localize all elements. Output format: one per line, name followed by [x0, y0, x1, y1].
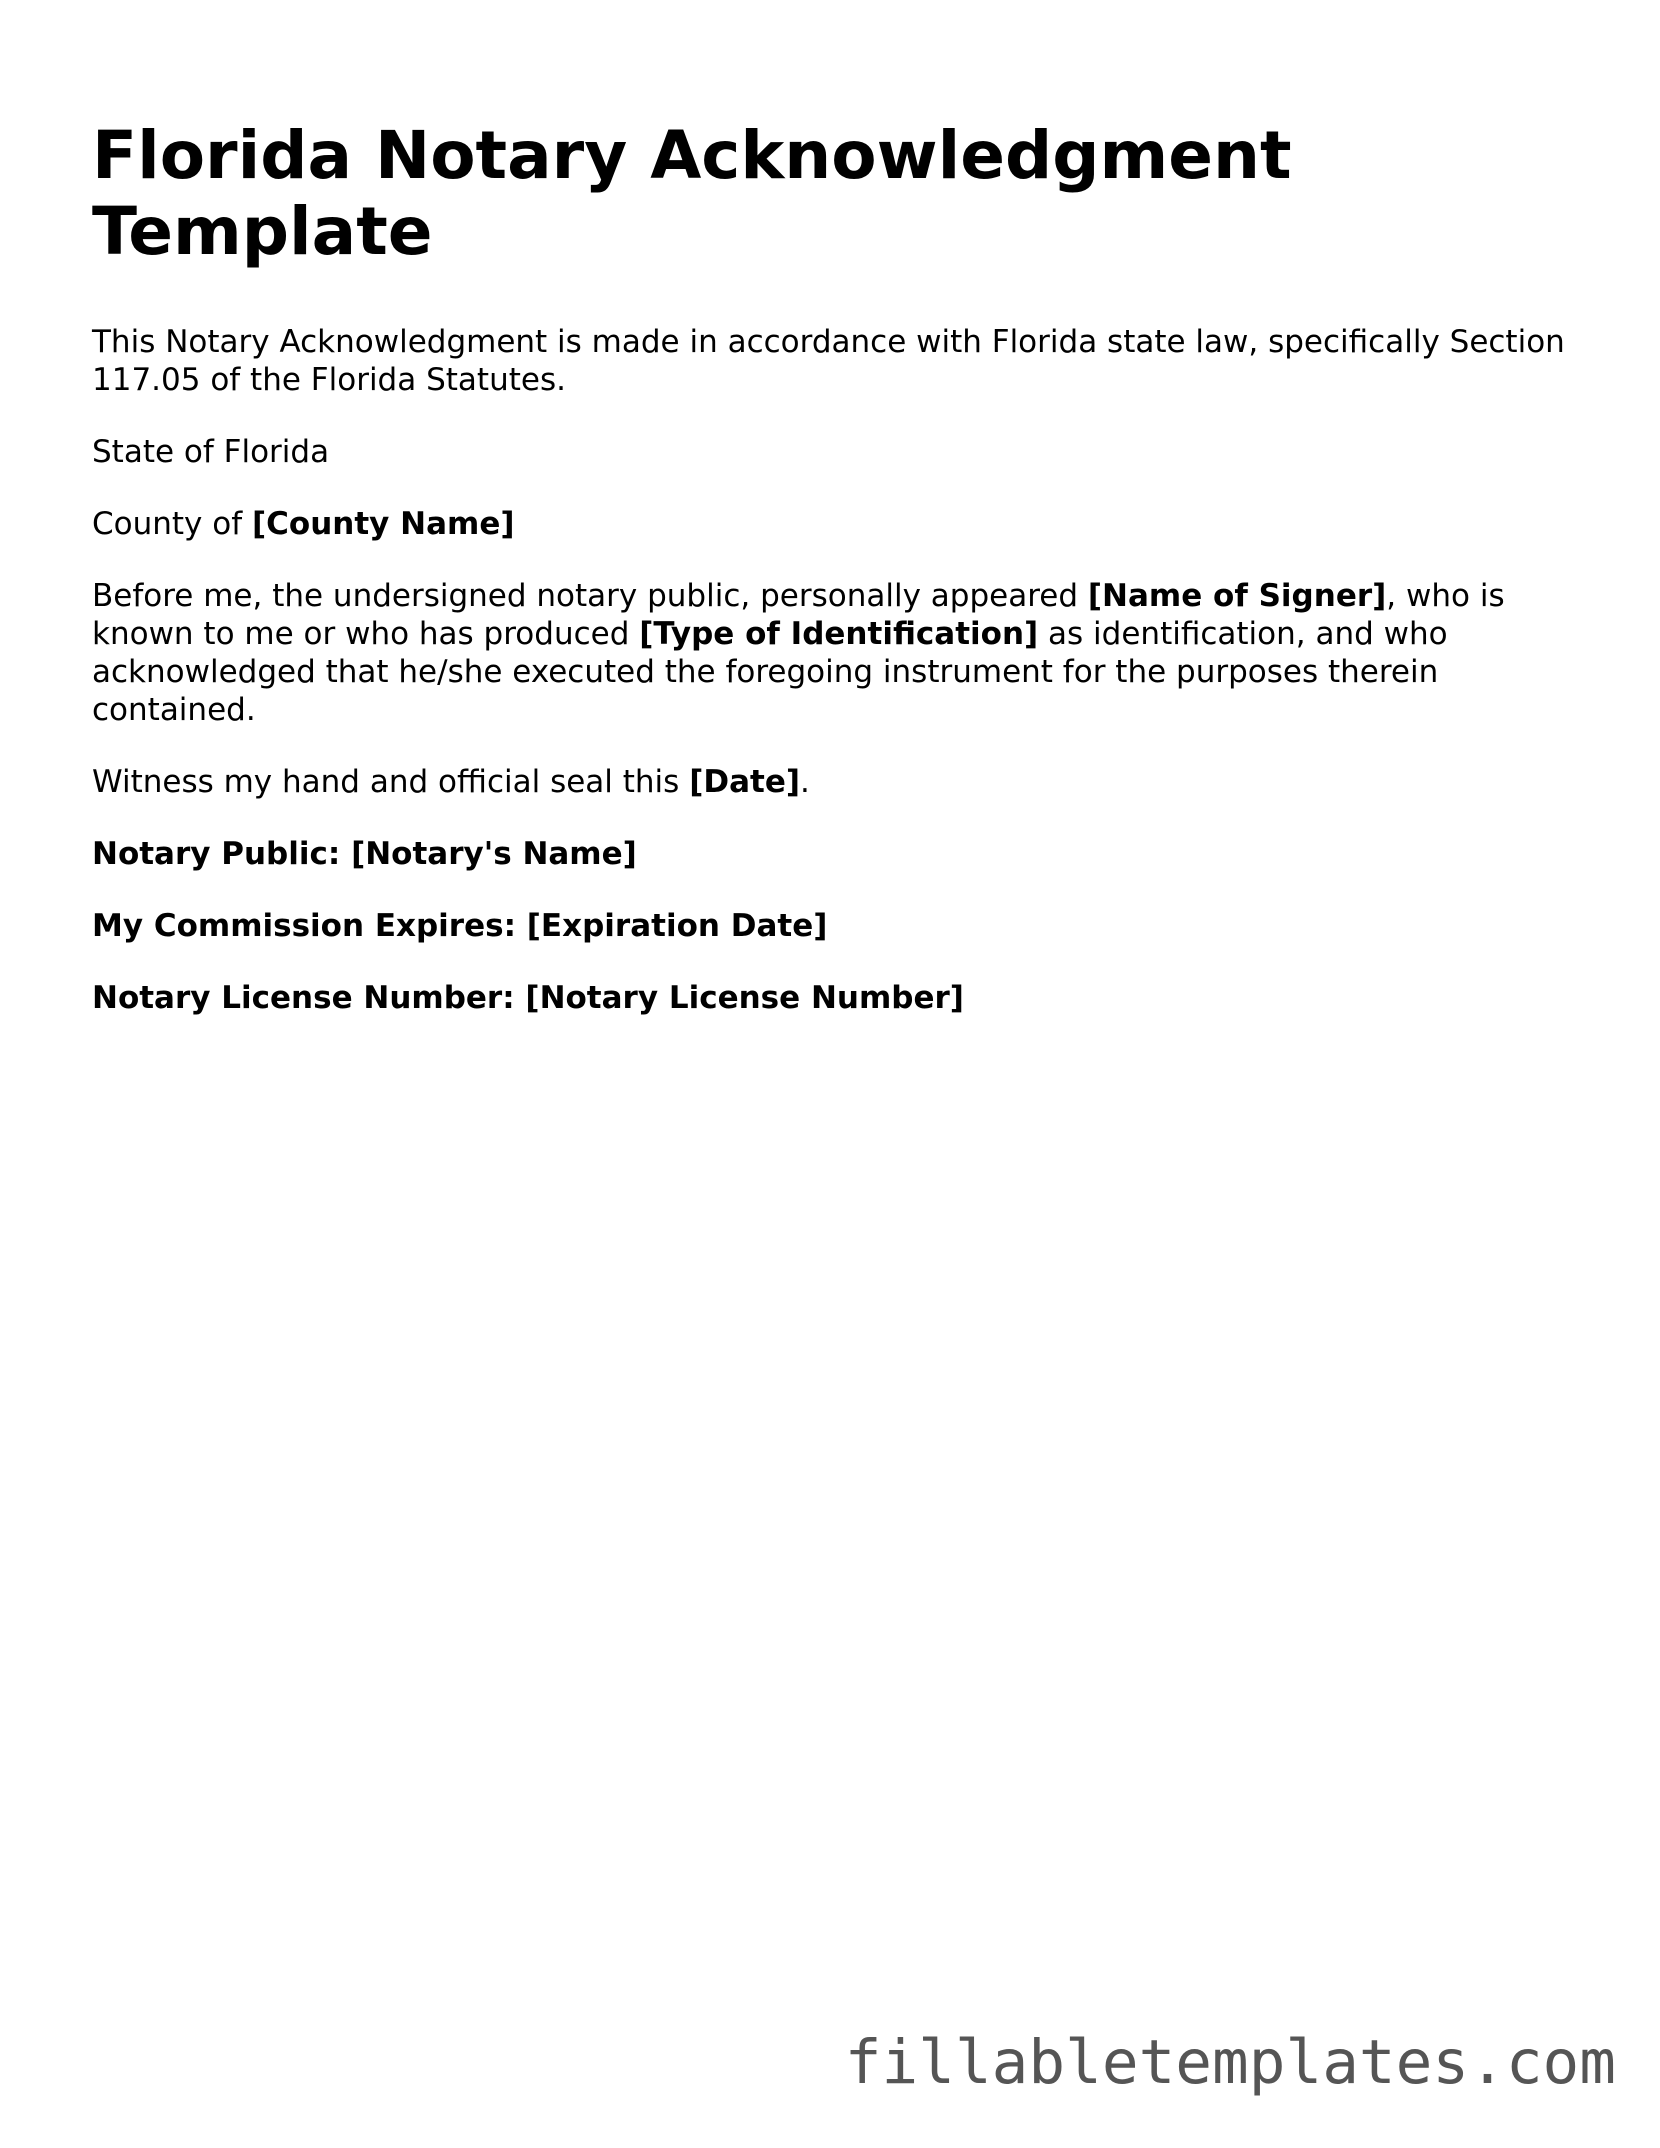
appearance-paragraph: [92, 577, 1572, 729]
county-prefix: County of: [92, 506, 252, 542]
witness-prefix: Witness my hand and official seal this: [92, 764, 690, 800]
notary-public-text: Notary Public: [Notary's Name]: [92, 836, 637, 872]
signer-placeholder: [Name of Signer]: [1087, 578, 1387, 614]
license-number-line: [92, 979, 1572, 1017]
identification-placeholder: [Type of Identification]: [639, 616, 1039, 652]
witness-suffix: .: [800, 764, 810, 800]
state-line: State of Florida: [92, 434, 330, 470]
footer-watermark: fillabletemplates.com: [844, 2027, 1616, 2098]
county-line: [92, 505, 1572, 543]
appearance-text-3: as identification, and who acknowledged that he/she executed the foregoing instrument for the purposes therein contained.: [92, 616, 1448, 728]
commission-expires-text: My Commission Expires: [Expiration Date]: [92, 908, 828, 944]
document-page: [92, 118, 1572, 1017]
date-placeholder: [Date]: [689, 764, 801, 800]
witness-line: [92, 763, 1572, 801]
appearance-text-2: , who is known to me or who has produced: [92, 578, 1505, 652]
document-title: Florida Notary Acknowledgment Template: [92, 117, 1292, 270]
commission-expires-line: [92, 907, 1572, 945]
intro-paragraph: This Notary Acknowledgment is made in accordance with Florida state law, specifically Section 117.05 of the Florida Statutes.: [92, 324, 1565, 398]
notary-public-line: [92, 835, 1572, 873]
license-number-text: Notary License Number: [Notary License Number]: [92, 980, 964, 1016]
appearance-text-1: Before me, the undersigned notary public, personally appeared: [92, 578, 1088, 614]
county-placeholder: [County Name]: [252, 506, 515, 542]
